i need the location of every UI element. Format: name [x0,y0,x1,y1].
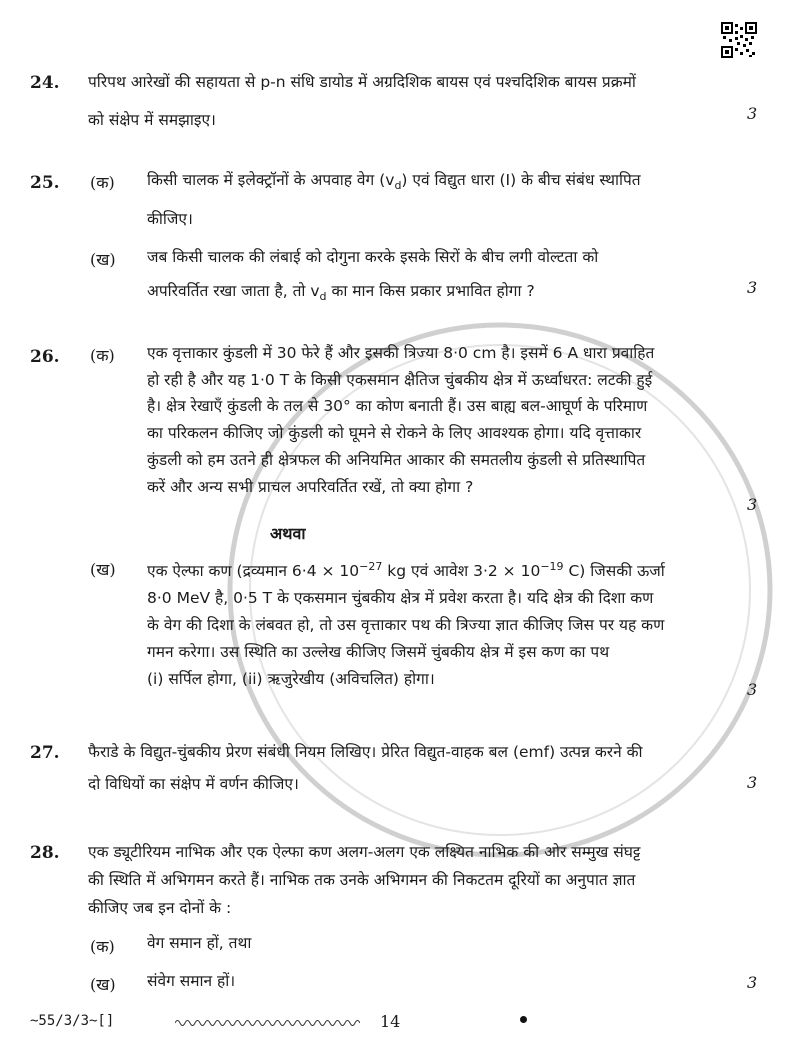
question-text-b: एक ऐल्फा कण (द्रव्यमान $6\cdot 4 \times 10^{-27}$ kg एवं आवेश $3\cdot 2 \times 10^{-19}$ C) जिसकी ऊर्जा 8·0 MeV है, 0·5 T के एकसमान चुंबकीय क्षेत्र में प्रवेश करता है। यदि क्षेत्र की दिशा कण के वेग की दिशा के लंबवत हो, तो उस वृत्ताकार पथ की त्रिज्या ज्ञात कीजिए जिस पर यह कण गमन करेगा। उस स्थिति का उल्लेख कीजिए जिसमें चुंबकीय क्षेत्र में इस कण का पथ (i) सर्पिल होगा, (ii) ऋजुरेखीय (अविचलित) होगा। [147,560,665,689]
marks: 3 [747,773,758,792]
bullet-dot-icon [520,1016,527,1023]
question-text-a: एक वृत्ताकार कुंडली में 30 फेरे हैं और इसकी त्रिज्या 8·0 cm है। इसमें 6 A धारा प्रवाहित हो रही है और यह 1·0 T के किसी एकसमान क्षैतिज चुंबकीय क्षेत्र में ऊर्ध्वाधरत: लटकी हुई है। क्षेत्र रेखाएँ कुंडली के तल से 30° का कोण बनाती हैं। उस बाह्य बल-आघूर्ण के परिमाण का परिकलन कीजिए जो कुंडली को घूमने से रोकने के लिए आवश्यक होगा। यदि वृत्ताकार कुंडली को हम उतने ही क्षेत्रफल की अनियमित आकार की समतलीय कुंडली से प्रतिस्थापित करें और अन्य सभी प्राचल अपरिवर्तित रखें, तो क्या होगा ? [147,344,655,496]
question-number: 26. [30,347,60,367]
question-text: परिपथ आरेखों की सहायता से p-n संधि डायोड में अग्रदिशिक बायस एवं पश्चदिशिक बायस प्रक्रमों को संक्षेप में समझाइए। [88,73,636,129]
option-a-text: वेग समान हों, तथा [147,934,252,952]
question-text: एक ड्यूटीरियम नाभिक और एक ऐल्फा कण अलग-अलग एक लक्ष्यित नाभिक की ओर सम्मुख संघट्ट की स्थिति में अभिगमन करते हैं। नाभिक तक उनके अभिगमन की निकटतम दूरियों का अनुपात ज्ञात कीजिए जब इन दोनों के : [88,843,641,917]
marks: 3 [747,104,758,123]
question-number: 24. [30,73,60,93]
marks: 3 [747,680,758,699]
sub-label-a: (क) [90,346,115,365]
sub-label-a: (क) [90,937,115,956]
question-number: 27. [30,743,60,763]
paper-code: ~55/3/3~[] [30,1013,115,1029]
marks: 3 [747,495,758,514]
page-number: 14 [380,1012,401,1031]
question-number: 25. [30,173,60,193]
question-text: फैराडे के विद्युत-चुंबकीय प्रेरण संबंधी नियम लिखिए। प्रेरित विद्युत-वाहक बल (emf) उत्पन्न करने की दो विधियों का संक्षेप में वर्णन कीजिए। [88,743,643,793]
wave-divider-icon [175,1018,360,1028]
option-b-text: संवेग समान हों। [147,972,236,990]
question-text-b: जब किसी चालक की लंबाई को दोगुना करके इसके सिरों के बीच लगी वोल्टता को अपरिवर्तित रखा जाता है, तो $v_d$ का मान किस प्रकार प्रभावित होगा ? [147,248,599,304]
sub-label-a: (क) [90,173,115,192]
or-label: अथवा [270,524,306,543]
question-text-a: किसी चालक में इलेक्ट्रॉनों के अपवाह वेग $(v_d)$ एवं विद्युत धारा (I) के बीच संबंध स्थापित कीजिए। [147,171,641,229]
marks: 3 [747,278,758,297]
question-number: 28. [30,843,60,863]
sub-label-b: (ख) [90,250,116,269]
sub-label-b: (ख) [90,560,116,579]
marks: 3 [747,973,758,992]
qr-code-icon [721,22,757,58]
sub-label-b: (ख) [90,975,116,994]
